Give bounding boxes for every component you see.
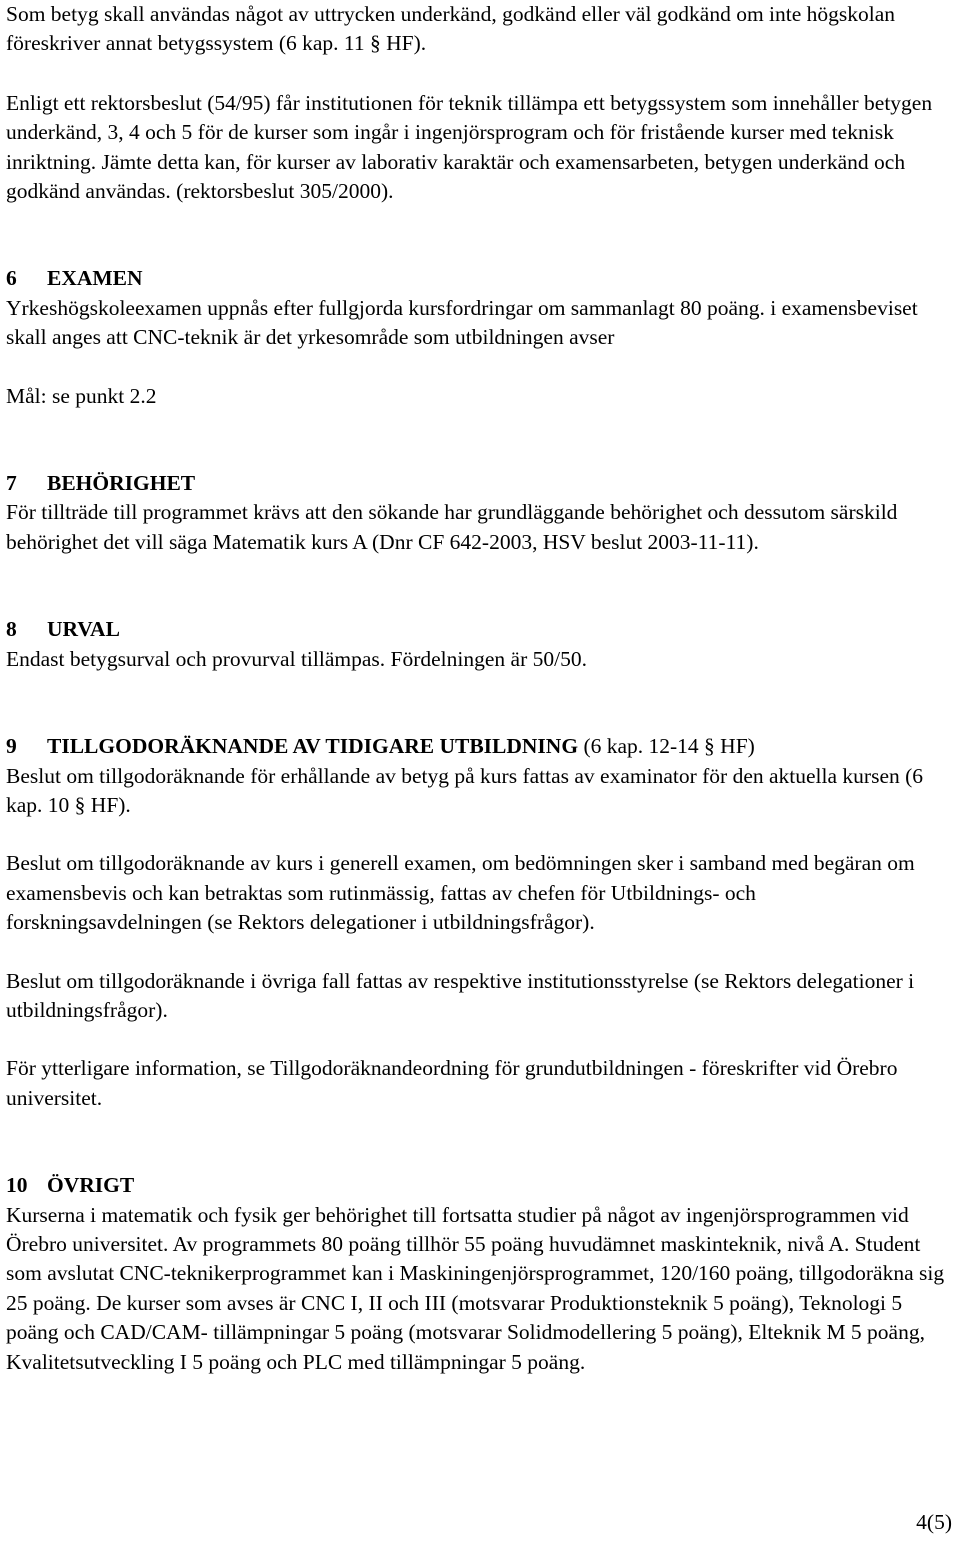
grading-note-paragraph: Som betyg skall användas något av uttrycken underkänd, godkänd eller väl godkänd om inte högskolan föreskriver annat betygssystem (6 kap. 11 § HF). <box>6 2 896 56</box>
section-body: Endast betygsurval och provurval tillämpas. Fördelningen är 50/50. <box>6 646 587 671</box>
section-number: 10 <box>6 1173 28 1198</box>
section-paragraph: Beslut om tillgodoräknande för erhållande av betyg på kurs fattas av examinator för den aktuella kursen (6 kap. 10 § HF). <box>6 763 924 817</box>
section-examen <box>6 264 954 411</box>
section-paragraph: För ytterligare information, se Tillgodoräknandeordning för grundutbildningen - föreskrifter vid Örebro universitet. <box>6 1056 898 1110</box>
section-heading <box>6 1171 954 1200</box>
section-paragraph: Beslut om tillgodoräknande i övriga fall fattas av respektive institutionsstyrelse (se Rektors delegationer i utbildningsfrågor). <box>6 968 915 1022</box>
section-title-reference: (6 kap. 12-14 § HF) <box>578 734 755 759</box>
page-number: 4(5) <box>916 1510 952 1534</box>
section-heading <box>6 264 954 293</box>
section-heading <box>6 732 954 761</box>
section-body: För tillträde till programmet krävs att den sökande har grundläggande behörighet och dessutom särskild behörighet det vill säga Matematik kurs A (Dnr CF 642-2003, HSV beslut 2003-11-11). <box>6 500 898 554</box>
section-title: URVAL <box>47 617 120 642</box>
section-paragraph: Beslut om tillgodoräknande av kurs i generell examen, om bedömningen sker i samband med begäran om examensbevis och kan betraktas som rutinmässig, fattas av chefen för Utbildnings- och forskningsavdelningen (se Rektors delegationer i utbildningsfrågor). <box>6 851 915 935</box>
document-page <box>6 0 954 1377</box>
section-number: 9 <box>6 734 17 759</box>
section-behorighet <box>6 469 954 557</box>
section-body: Yrkeshögskoleexamen uppnås efter fullgjorda kursfordringar om sammanlagt 80 poäng. i examensbeviset skall anges att CNC-teknik är det yrkesområde som utbildningen avser <box>6 295 918 350</box>
section-number: 6 <box>6 266 17 291</box>
goal-reference: Mål: se punkt 2.2 <box>6 383 157 408</box>
grading-decision-paragraph: Enligt ett rektorsbeslut (54/95) får institutionen för teknik tillämpa ett betygssystem som innehåller betygen underkänd, 3, 4 och 5 för de kurser som ingår i ingenjörsprogram och för fristående kurser med teknisk inriktning. Jämte detta kan, för kurser av laborativ karaktär och examensarbeten, betygen underkänd och godkänd användas. (rektorsbeslut 305/2000). <box>6 90 933 204</box>
section-title: TILLGODORÄKNANDE AV TIDIGARE UTBILDNING <box>47 734 579 759</box>
section-title: EXAMEN <box>47 266 143 291</box>
section-heading <box>6 469 954 498</box>
section-ovrigt <box>6 1171 954 1377</box>
section-title: ÖVRIGT <box>47 1173 135 1198</box>
section-number: 7 <box>6 471 17 496</box>
section-number: 8 <box>6 617 17 642</box>
section-urval <box>6 615 954 674</box>
section-body: Kurserna i matematik och fysik ger behörighet till fortsatta studier på något av ingenjörsprogrammen vid Örebro universitet. Av programmets 80 poäng tillhör 55 poäng huvudämnet maskinteknik, nivå A. Student som avslutat CNC-teknikerprogrammet kan i Maskiningenjörsprogrammet, 120/160 poäng, tillgodoräkna sig 25 poäng. De kurser som avses är CNC I, II och III (motsvarar Produktionsteknik 5 poäng), Teknologi 5 poäng och CAD/CAM- tillämpningar 5 poäng (motsvarar Solidmodellering 5 poäng), Elteknik M 5 poäng, Kvalitetsutveckling I 5 poäng och PLC med tillämpningar 5 poäng. <box>6 1202 945 1374</box>
section-tillgodoraknande <box>6 732 954 1113</box>
section-heading <box>6 615 954 644</box>
section-title: BEHÖRIGHET <box>47 471 196 496</box>
